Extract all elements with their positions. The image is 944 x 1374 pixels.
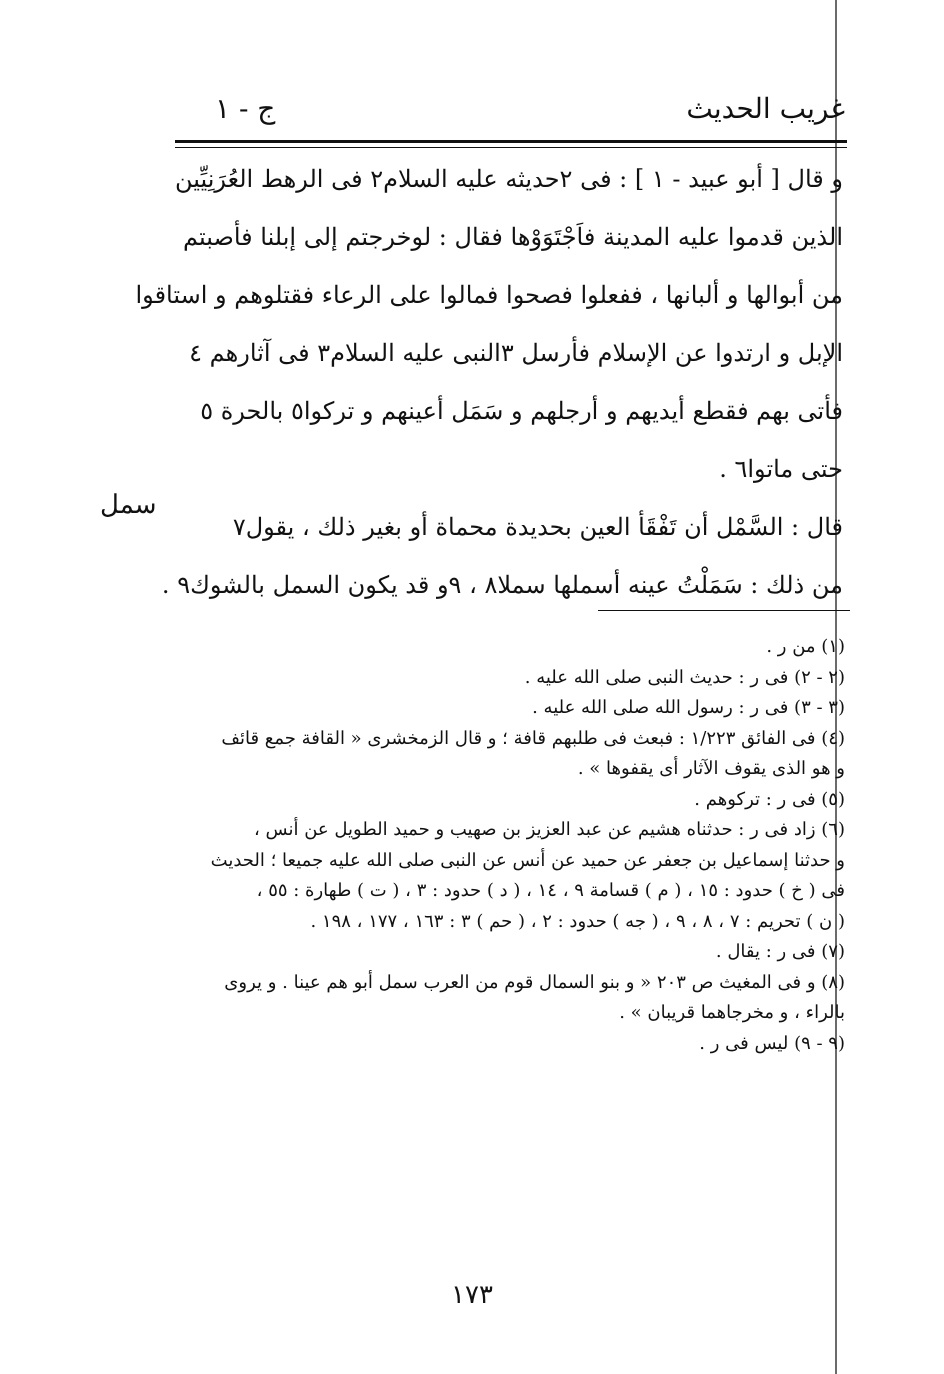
footnote-line: و حدثنا إسماعيل بن جعفر عن حميد عن أنس عن النبى صلى الله عليه جميعا ؛ الحديث [210,849,845,871]
running-header [175,90,845,130]
footnote-line: (٢ - ٢) فى ر : حديث النبى صلى الله عليه . [524,666,845,688]
footnote-separator [598,610,850,611]
body-line: و قال [ أبو عبيد - ١ ] : فى ٢حديثه عليه السلام٢ فى الرهط العُرَنِيِّين [174,165,843,193]
body-line: من أبوالها و ألبانها ، ففعلوا فصحوا فمالوا على الرعاء فقتلوهم و استاقوا [135,281,843,309]
volume-label: ج - ١ [215,92,276,125]
footnote-line: (٥) فى ر : تركوهم . [694,788,845,810]
margin-keyword: سمل [100,490,157,520]
body-line: قال : السَّمْل أن تَفْقَأ العين بحديدة محماة أو بغير ذلك ، يقول٧ [232,513,843,541]
body-line: من ذلك : سَمَلْتُ عينه أسملها سملا٨ ، ٩و قد يكون السمل بالشوك٩ . [161,571,843,599]
body-line: حتى ماتوا٦ . [719,455,843,483]
footnote-line: و هو الذى يقوف الآثار أى يقفوها » . [577,758,845,779]
footnote-line: فى ( خ ) حدود : ١٥ ، ( م ) قسامة ٩ ، ١٤ ، ( د ) حدود : ٣ ، ( ت ) طهارة : ٥٥ ، [256,880,845,901]
footnote-line: ( ن ) تحريم : ٧ ، ٨ ، ٩ ، ( جه ) حدود : ٢ ، ( حم ) ٣ : ١٦٣ ، ١٧٧ ، ١٩٨ . [310,910,845,932]
footnote-line: (٣ - ٣) فى ر : رسول الله صلى الله عليه . [532,697,845,718]
page-number: ١٧٣ [451,1280,493,1310]
body-line: الذين قدموا عليه المدينة فاَجْتَوَوْها فقال : لوخرجتم إلى إبلنا فأصبتم [183,223,843,251]
body-line: الإبل و ارتدوا عن الإسلام فأرسل ٣النبى عليه السلام٣ فى آثارهم ٤ [189,339,843,367]
footnote-line: (١) من ر . [766,636,845,657]
book-title: غريب الحديث [686,92,845,125]
footnotes [190,632,845,1059]
footnote-line: (٧) فى ر : يقال . [715,941,845,962]
footnote-line: (٨) و فى المغيث ص ٢٠٣ « و بنو السمال قوم من العرب سمل أبو هم عينا . و يروى [224,971,845,993]
header-rule-thick [175,140,847,143]
footnote-line: (٤) فى الفائق ١/٢٢٣ : فبعث فى طلبهم قافة ؛ و قال الزمخشرى « القافة جمع قائف [221,727,845,749]
footnote-line: (٦) زاد فى ر : حدثناه هشيم عن عبد العزيز بن صهيب و حميد الطويل عن أنس ، [254,819,845,840]
header-rule-thin [175,147,847,148]
main-text [135,150,843,614]
footnote-line: بالراء ، و مخرجاهما قريبان » . [619,1002,845,1023]
body-line: فأتى بهم فقطع أيديهم و أرجلهم و سَمَل أعينهم و تركوا٥ بالحرة ٥ [200,397,843,425]
footnote-line: (٩ - ٩) ليس فى ر . [699,1032,845,1054]
